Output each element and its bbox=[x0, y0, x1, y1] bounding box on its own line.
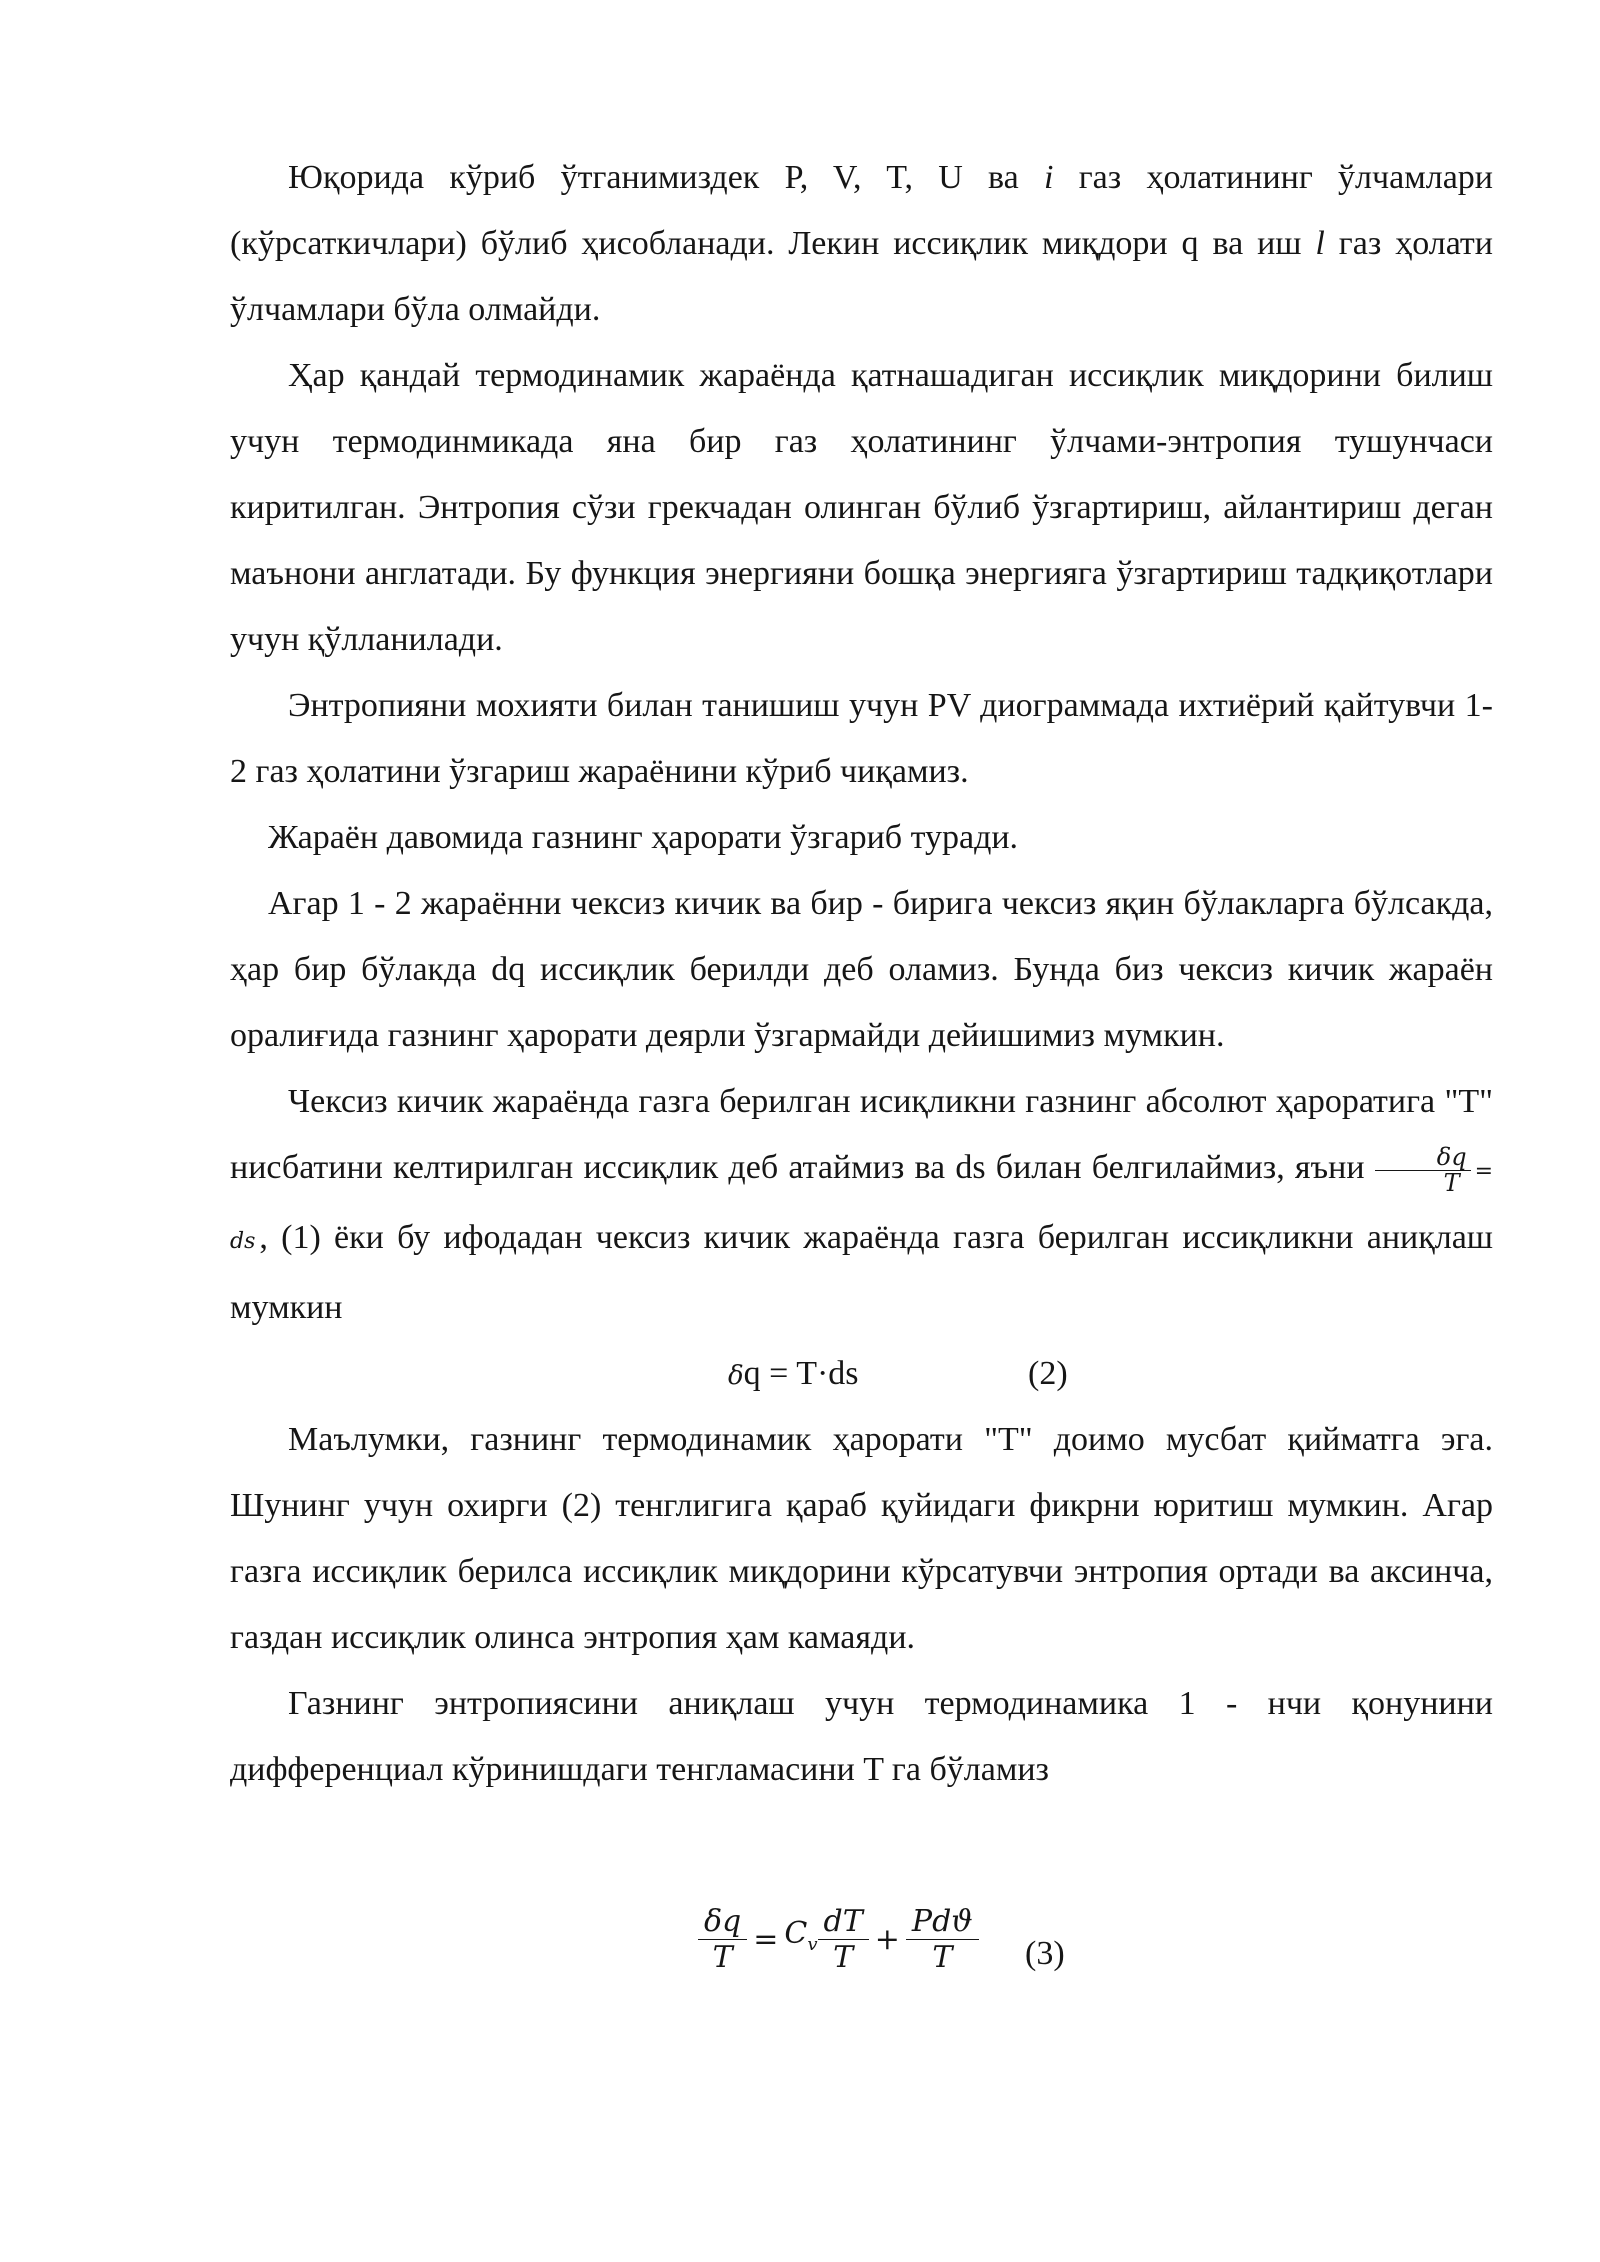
p1-text-a: Юқорида кўриб ўтганимиздек P, V, T, U ва bbox=[288, 159, 1045, 196]
p6-text-b: , (1) ёки бу ифодадан чексиз кичик жараёнда газга берилган иссиқликни аниқлаш мумкин bbox=[230, 1219, 1493, 1326]
paragraph-1 bbox=[230, 145, 1493, 343]
p1-symbol-i: i bbox=[1044, 159, 1054, 196]
equation-2-delta: δ bbox=[728, 1361, 744, 1391]
eq3-cv bbox=[784, 1901, 817, 1978]
equation-2-line bbox=[230, 1341, 1493, 1407]
equation-2 bbox=[728, 1341, 859, 1409]
eq3-plus-sign: + bbox=[874, 1921, 900, 1957]
eq3-f1-denominator: T bbox=[712, 1940, 733, 1975]
p1-text-c: газ ҳолати ўлчамлари бўла олмайди. bbox=[230, 225, 1493, 328]
eq3-equals-sign: = bbox=[753, 1921, 779, 1957]
paragraph-3: Энтропияни мохияти билан танишиш учун PV диограммада ихтиёрий қайтувчи 1-2 газ ҳолатини ўзгариш жараёнини кўриб чиқамиз. bbox=[230, 687, 1493, 790]
eq3-fraction-dq-over-t bbox=[698, 1904, 747, 1976]
eq3-f2-numerator: dT bbox=[818, 1904, 869, 1941]
eq3-f2-denominator: T bbox=[833, 1940, 854, 1975]
equation-2-number: (2) bbox=[1028, 1355, 1068, 1392]
inline-fraction-denominator: T bbox=[1443, 1168, 1460, 1197]
inline-fraction-dq-over-t bbox=[1375, 1142, 1471, 1197]
paragraph-7: Маълумки, газнинг термодинамик ҳарорати "T" доимо мусбат қийматга эга. Шунинг учун охирги (2) тенглигига қараб қуйидаги фикрни юритиш мумкин. Агар газга иссиқлик берилса иссиқлик миқдорини кўрсатувчи энтропия ортади ва аксинча, газдан иссиқлик олинса энтропия ҳам камаяди. bbox=[230, 1421, 1493, 1656]
inline-fraction-numerator: δq bbox=[1375, 1145, 1471, 1171]
p6-text-a: Чексиз кичик жараёнда газга берилган исиқликни газнинг абсолют ҳароратига "T" нисбатини келтирилган иссиқлик деб атаймиз ва ds билан белгилаймиз, яъни bbox=[230, 1083, 1493, 1186]
eq3-f3-denominator: T bbox=[932, 1940, 953, 1975]
eq3-cv-subscript: v bbox=[807, 1934, 818, 1955]
p1-symbol-l: l bbox=[1315, 225, 1325, 262]
paragraph-6 bbox=[230, 1069, 1493, 1341]
paragraph-8: Газнинг энтропиясини аниқлаш учун термодинамика 1 - нчи қонунини дифференциал кўринишдаги тенгламасини T га бўламиз bbox=[230, 1685, 1493, 1788]
inline-equation-tail: = ds bbox=[230, 1159, 1493, 1254]
paragraph-5: Агар 1 - 2 жараённи чексиз кичик ва бир - бирига чексиз яқин бўлакларга бўлсакда, ҳар бир бўлакда dq иссиқлик берилди деб оламиз. Бунда биз чексиз кичик жараён оралиғида газнинг ҳарорати деярли ўзгармайди дейишимиз мумкин. bbox=[230, 885, 1493, 1054]
eq3-f3-numerator: Pdϑ bbox=[906, 1904, 979, 1941]
paragraph-4: Жараён давомида газнинг ҳарорати ўзгариб туради. bbox=[268, 819, 1019, 856]
equation-2-expression: q = T·ds bbox=[743, 1355, 859, 1392]
paragraph-2: Ҳар қандай термодинамик жараёнда қатнашадиган иссиқлик миқдорини билиш учун термодинмикада яна бир газ ҳолатининг ўлчами-энтропия тушунчаси киритилган. Энтропия сўзи грекчадан олинган бўлиб ўзгартириш, айлантириш деган маънони англатади. Бу функция энергияни бошқа энергияга ўзгартириш тадқиқотлари учун қўлланилади. bbox=[230, 357, 1493, 658]
eq3-f1-numerator: δq bbox=[698, 1904, 747, 1941]
equation-3-line bbox=[230, 1895, 1493, 2015]
eq3-fraction-pdv-over-t bbox=[906, 1904, 979, 1976]
eq3-cv-letter: C bbox=[784, 1916, 808, 1951]
eq3-fraction-dt-over-t bbox=[818, 1904, 869, 1976]
document-page bbox=[230, 145, 1493, 2015]
equation-3-number: (3) bbox=[1025, 1935, 1065, 1972]
equation-3 bbox=[698, 1901, 979, 1978]
p1-text-b: газ ҳолатининг ўлчамлари (кўрсаткичлари) бўлиб ҳисобланади. Лекин иссиқлик миқдори q ва иш bbox=[230, 159, 1493, 262]
